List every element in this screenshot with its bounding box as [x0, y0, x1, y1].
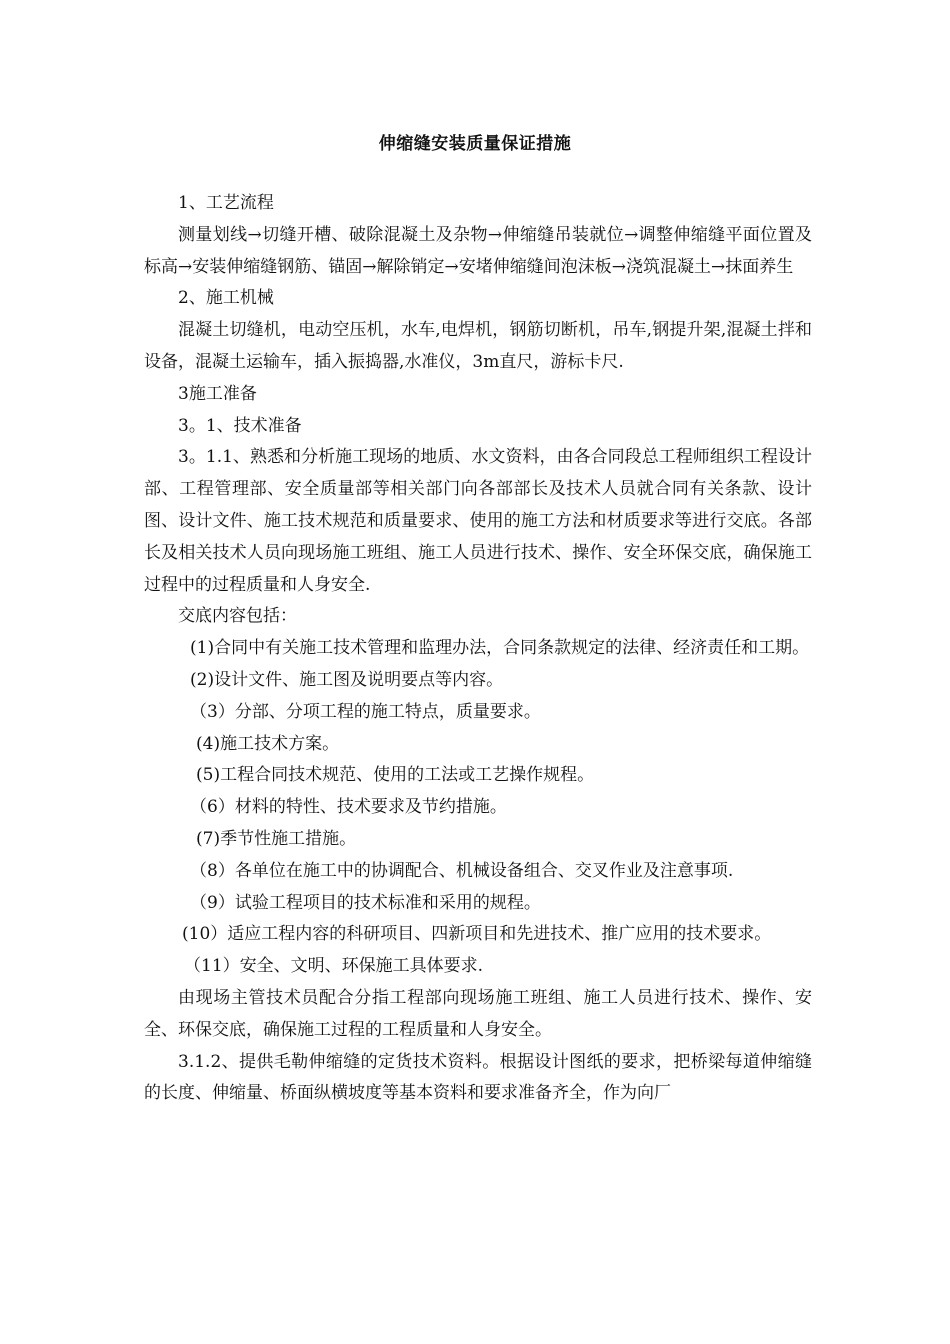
paragraph-briefing-intro: 交底内容包括：: [178, 606, 297, 627]
list-item-10: (10）适应工程内容的科研项目、四新项目和先进技术、推广应用的技术要求。: [182, 924, 772, 945]
paragraph-section-2-heading: 2、施工机械: [178, 288, 274, 309]
list-item-7: (7)季节性施工措施。: [196, 828, 357, 849]
document-title: 伸缩缝安装质量保证措施: [378, 134, 572, 154]
paragraph-section-3-heading: 3施工准备: [178, 383, 257, 404]
list-item-9: （9）试验工程项目的技术标准和采用的规程。: [190, 892, 541, 913]
document-body: [144, 188, 812, 1110]
list-item-5: (5)工程合同技术规范、使用的工法或工艺操作规程。: [196, 765, 595, 786]
paragraph-process-flow: 测量划线→切缝开槽、破除混凝土及杂物→伸缩缝吊装就位→调整伸缩缝平面位置及标高→安装伸缩缝钢筋、锚固→解除销定→安堵伸缩缝间泡沫板→浇筑混凝土→抹面养生: [144, 224, 812, 277]
list-item-3: （3）分部、分项工程的施工特点，质量要求。: [190, 701, 541, 722]
paragraph-section-3-1-heading: 3。1、技术准备: [178, 415, 302, 436]
paragraph-section-3-1-1: 3。1.1、熟悉和分析施工现场的地质、水文资料，由各合同段总工程师组织工程设计部、工程管理部、安全质量部等相关部门向各部部长及技术人员就合同有关条款、设计图、设计文件、施工技术规范和质量要求、使用的施工方法和材质要求等进行交底。各部长及相关技术人员向现场施工班组、施工人员进行技术、操作、安全环保交底，确保施工过程中的过程质量和人身安全.: [144, 447, 812, 595]
paragraph-field-briefing: 由现场主管技术员配合分指工程部向现场施工班组、施工人员进行技术、操作、安全、环保交底，确保施工过程的工程质量和人身安全。: [144, 987, 812, 1040]
paragraph-section-1-heading: 1、工艺流程: [178, 193, 274, 213]
list-item-1: (1)合同中有关施工技术管理和监理办法，合同条款规定的法律、经济责任和工期。: [190, 638, 810, 659]
list-item-2: (2)设计文件、施工图及说明要点等内容。: [190, 669, 504, 690]
list-item-8: （8）各单位在施工中的协调配合、机械设备组合、交叉作业及注意事项.: [190, 860, 734, 881]
list-item-6: （6）材料的特性、技术要求及节约措施。: [190, 797, 507, 818]
paragraph-section-3-1-2: 3.1.2、提供毛勒伸缩缝的定货技术资料。根据设计图纸的要求，把桥梁每道伸缩缝的长度、伸缩量、桥面纵横坡度等基本资料和要求准备齐全，作为向厂: [144, 1051, 812, 1104]
list-item-11: （11）安全、文明、环保施工具体要求.: [184, 956, 484, 977]
paragraph-machinery-list: 混凝土切缝机，电动空压机，水车,电焊机，钢筋切断机，吊车,钢提升架,混凝土拌和设备，混凝土运输车，插入振捣器,水准仪，3m直尺，游标卡尺.: [144, 320, 812, 372]
list-item-4: (4)施工技术方案。: [196, 733, 340, 754]
